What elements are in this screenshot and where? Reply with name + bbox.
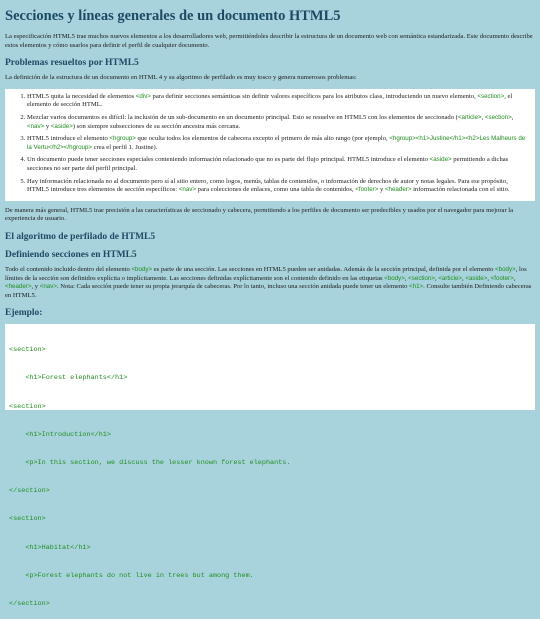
sections-subheading: Definiendo secciones en HTML5 xyxy=(5,249,137,260)
list-item-text: permitiendo a dichas secciones no ser parte del perfil principal. xyxy=(27,156,509,172)
problems-heading: Problemas resueltos por HTML5 xyxy=(5,58,139,69)
list-item xyxy=(27,156,529,173)
list-item-text: HTML5 quita la necesidad de elementos xyxy=(27,92,136,100)
problems-list xyxy=(13,93,529,195)
code-line: <h1>Introduction</h1> xyxy=(9,430,111,439)
list-item-text: Un documento puede tener secciones especiales conteniendo información relacionado que no es parte del flujo principal. HTML5 introduce el elemento xyxy=(27,156,430,164)
paragraph-text: , xyxy=(487,274,491,282)
list-item-text: y xyxy=(378,186,385,194)
list-item-text: Hay información relacionada no al documento pero sí al sitio entero, como logos, menús, tablas de contenidos, o información de derechos de autor y notas legales. Para ese propósito, HTML5 introduce tres elementos de sección específicos: xyxy=(27,177,508,194)
code-line: <h1>Habitat</h1> xyxy=(9,543,91,552)
list-item-text: y xyxy=(44,122,51,130)
list-item-text: , xyxy=(481,113,485,121)
list-item-text: crea el perfil 1. Justine). xyxy=(92,143,158,151)
list-item-text: para colecciones de enlaces, como una tabla de contenidos, xyxy=(196,186,356,194)
paragraph-text: , xyxy=(462,274,466,282)
sections-paragraph xyxy=(5,266,535,300)
code-line: </section> xyxy=(9,600,50,609)
code-tag: <footer> xyxy=(355,186,379,194)
code-tag: <div> xyxy=(135,92,151,100)
page-title: Secciones y líneas generales de un documento HTML5 xyxy=(5,8,341,24)
code-tag: <header> xyxy=(384,186,412,194)
paragraph-text: , y xyxy=(31,283,40,291)
code-tag: <aside> xyxy=(429,156,452,164)
code-tag: <section> xyxy=(477,92,505,100)
list-item xyxy=(27,114,529,131)
list-item-text: para definir secciones semánticas sin definir valores específicos para los atributos class, introduciendo un nuevo elemento, xyxy=(150,92,478,100)
code-tag: <nav> xyxy=(27,122,45,130)
list-item xyxy=(27,178,529,195)
list-item-text: , el elemento de sección HTML. xyxy=(27,92,513,109)
list-item-text: , xyxy=(511,113,514,121)
code-tag: <h1> xyxy=(409,283,424,291)
paragraph-text: , xyxy=(404,274,409,282)
problems-box xyxy=(5,89,535,201)
code-tag: <body> xyxy=(495,265,516,273)
code-tag: <hgroup><h1>Justine</h1><h2>Les Malheurs de la Vertu</h2></hgroup> xyxy=(27,135,526,151)
code-line: <h1>Forest elephants</h1> xyxy=(9,374,128,383)
list-item-text: ) son siempre subsecciones de su sección ancestra más cercana. xyxy=(72,122,241,130)
paragraph-text: . Nota: Cada sección puede tener su propia jerarquía de cabeceras. Por lo tanto, incluso una sección anidada puede tener un elemento xyxy=(56,283,410,291)
code-line: </section> xyxy=(9,487,50,496)
paragraph-text: , los límites de la sección son definidos explícita o implícitamente. Las secciones definidas explícitamente son el contenido definido en las etiquetas xyxy=(5,265,527,282)
list-item-text: que oculta todos los elementos de cabecera excepto el primero de más alto rango (por ejemplo, xyxy=(135,135,390,143)
problems-lead: La definición de la estructura de un documento en HTML 4 y su algoritmo de perfilado es muy tosco y genera numerosos problemas: xyxy=(5,74,357,82)
code-example xyxy=(5,324,535,609)
code-tag: <body> xyxy=(384,274,405,282)
list-item-text: Mezclar varios documentos es difícil: la inclusión de un sub-documento en un documento principal. Esto se resuelve en HTML5 con los elementos de seccionado ( xyxy=(27,113,458,121)
code-tag: <aside> xyxy=(465,274,488,282)
code-tag: <aside> xyxy=(50,122,73,130)
list-item-text: HTML5 introduce el elemento xyxy=(27,135,110,143)
code-line: <p>In this section, we discuss the lesser known forest elephants. xyxy=(9,458,291,467)
list-item-text: información relacionada con el sitio. xyxy=(411,186,510,194)
code-tag: <hgroup> xyxy=(109,135,136,143)
paragraph-text: , xyxy=(513,274,516,282)
algorithm-heading: El algoritmo de perfilado de HTML5 xyxy=(5,231,156,242)
paragraph-text: . Consulte también Definiendo cabeceras en HTML5. xyxy=(5,283,532,299)
list-item xyxy=(27,93,529,110)
code-tag: <footer> xyxy=(490,274,514,282)
code-tag: <nav> xyxy=(39,283,57,291)
code-line: <section> xyxy=(9,402,46,411)
list-item xyxy=(27,135,529,152)
code-tag: <header> xyxy=(5,283,32,291)
example-heading: Ejemplo: xyxy=(5,308,43,319)
paragraph-text: es parte de una sección. Las secciones en HTML5 pueden ser anidadas. Además de la sección principal, definida por el elemento xyxy=(152,265,496,273)
code-tag: <nav> xyxy=(178,186,196,194)
problems-closing: De manera más general, HTML5 trae precisión a las características de seccionado y cabecera, permitiendo a los perfiles de documento ser predecibles y usados por el navegador para mejorar la experiencia de usuario. xyxy=(5,206,514,223)
code-tag: <body> xyxy=(131,265,153,273)
code-tag: <article> xyxy=(457,113,482,121)
code-tag: <section> xyxy=(484,113,512,121)
paragraph-text: Todo el contenido incluido dentro del elemento xyxy=(5,265,132,273)
code-line: <p>Forest elephants do not live in trees but among them. xyxy=(9,571,254,580)
code-tag: <section> xyxy=(408,274,436,282)
intro-paragraph: La especificación HTML5 trae muchos nuevos elementos a los desarrolladores web, permitiéndoles describir la estructura de un documento web con semántica estandarizada. Este documento describe estos elementos y cómo usarlos para definir el perfil de cualquier documento. xyxy=(5,33,533,49)
code-tag: <article> xyxy=(438,274,463,282)
paragraph-text: , xyxy=(435,274,439,282)
code-line: <section> xyxy=(9,346,46,355)
code-line: <section> xyxy=(9,515,46,524)
